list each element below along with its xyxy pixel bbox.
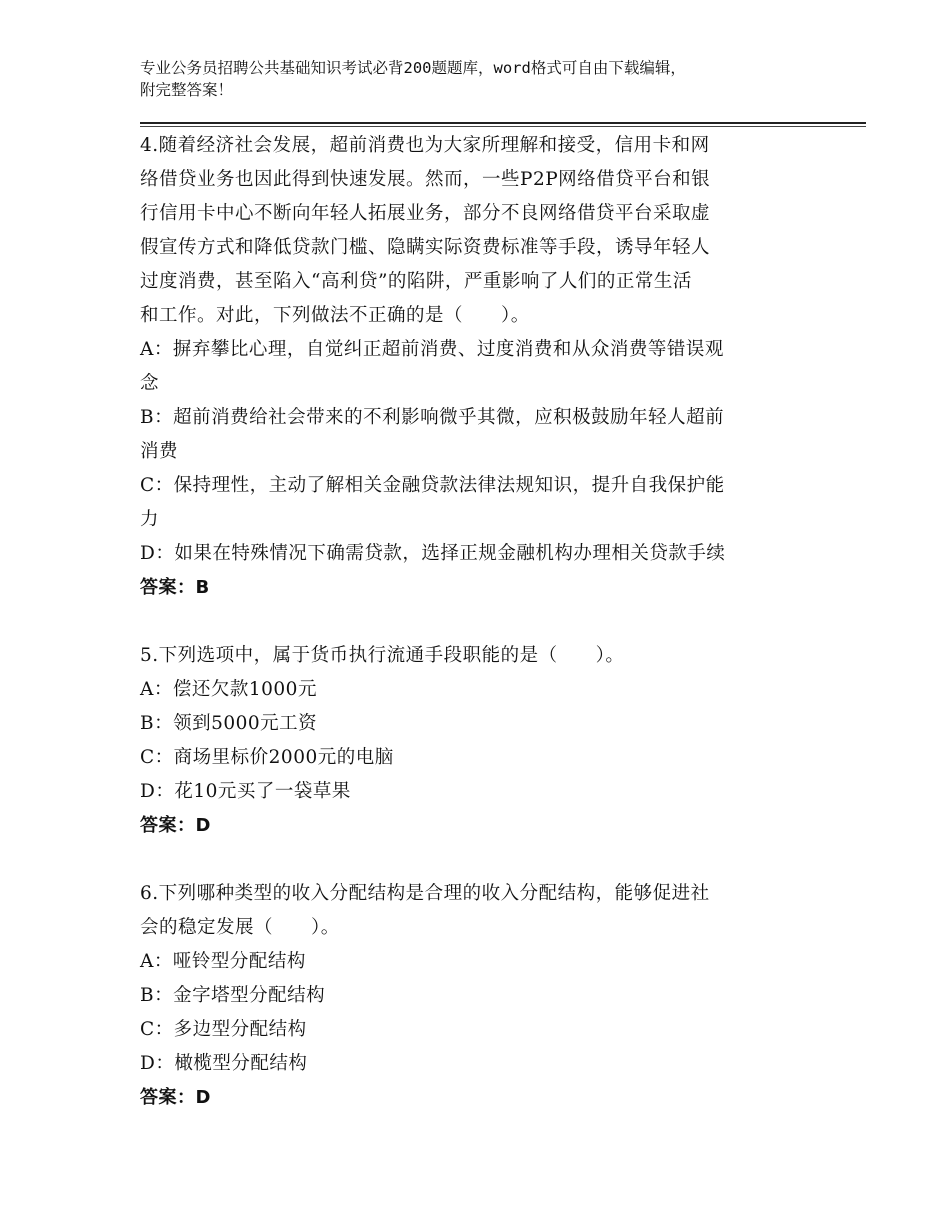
question-spacer: [140, 605, 808, 639]
option-a-continued: 念: [140, 373, 160, 394]
header-divider-thick: [140, 122, 866, 124]
answer-label: 答案：D: [140, 815, 211, 836]
question-stem-line: 假宣传方式和降低贷款门槛、隐瞒实际资费标准等手段，诱导年轻人: [140, 237, 711, 258]
question-stem-line: 会的稳定发展（ ）。: [140, 917, 340, 938]
header-line-2: 附完整答案！: [140, 81, 234, 99]
option-c: C：保持理性，主动了解相关金融贷款法律法规知识，提升自我保护能: [140, 475, 725, 496]
option-b: B：领到5000元工资: [140, 713, 318, 734]
question-6: [140, 877, 808, 1115]
question-stem-line: 和工作。对此，下列做法不正确的是（ ）。: [140, 305, 530, 326]
question-stem-line: 络借贷业务也因此得到快速发展。然而，一些P2P网络借贷平台和银: [140, 169, 711, 190]
answer-label: 答案：D: [140, 1087, 211, 1108]
option-d: D：花10元买了一袋草果: [140, 781, 351, 802]
question-5: [140, 639, 808, 843]
option-b: B：金字塔型分配结构: [140, 985, 326, 1006]
question-spacer: [140, 843, 808, 877]
question-stem-line: 6.下列哪种类型的收入分配结构是合理的收入分配结构，能够促进社: [140, 883, 710, 904]
option-c: C：商场里标价2000元的电脑: [140, 747, 394, 768]
question-stem-line: 过度消费，甚至陷入“高利贷”的陷阱，严重影响了人们的正常生活: [140, 271, 692, 292]
option-b: B：超前消费给社会带来的不利影响微乎其微，应积极鼓励年轻人超前: [140, 407, 725, 428]
option-b-continued: 消费: [140, 441, 179, 462]
header-divider-thin: [140, 126, 866, 127]
question-list: [140, 129, 808, 1115]
option-d: D：橄榄型分配结构: [140, 1053, 308, 1074]
header-line-1: 专业公务员招聘公共基础知识考试必背200题题库，word格式可自由下载编辑，: [140, 59, 686, 77]
question-4: [140, 129, 808, 605]
question-stem-line: 4.随着经济社会发展，超前消费也为大家所理解和接受，信用卡和网: [140, 135, 710, 156]
question-stem-line: 5.下列选项中，属于货币执行流通手段职能的是（ ）。: [140, 645, 625, 666]
document-header: [140, 57, 830, 101]
option-a: A：偿还欠款1000元: [140, 679, 317, 700]
option-c: C：多边型分配结构: [140, 1019, 307, 1040]
answer-label: 答案：B: [140, 577, 210, 598]
question-stem-line: 行信用卡中心不断向年轻人拓展业务，部分不良网络借贷平台采取虚: [140, 203, 711, 224]
option-a: A：哑铃型分配结构: [140, 951, 306, 972]
option-d: D：如果在特殊情况下确需贷款，选择正规金融机构办理相关贷款手续: [140, 543, 726, 564]
option-c-continued: 力: [140, 509, 160, 530]
option-a: A：摒弃攀比心理，自觉纠正超前消费、过度消费和从众消费等错误观: [140, 339, 724, 360]
